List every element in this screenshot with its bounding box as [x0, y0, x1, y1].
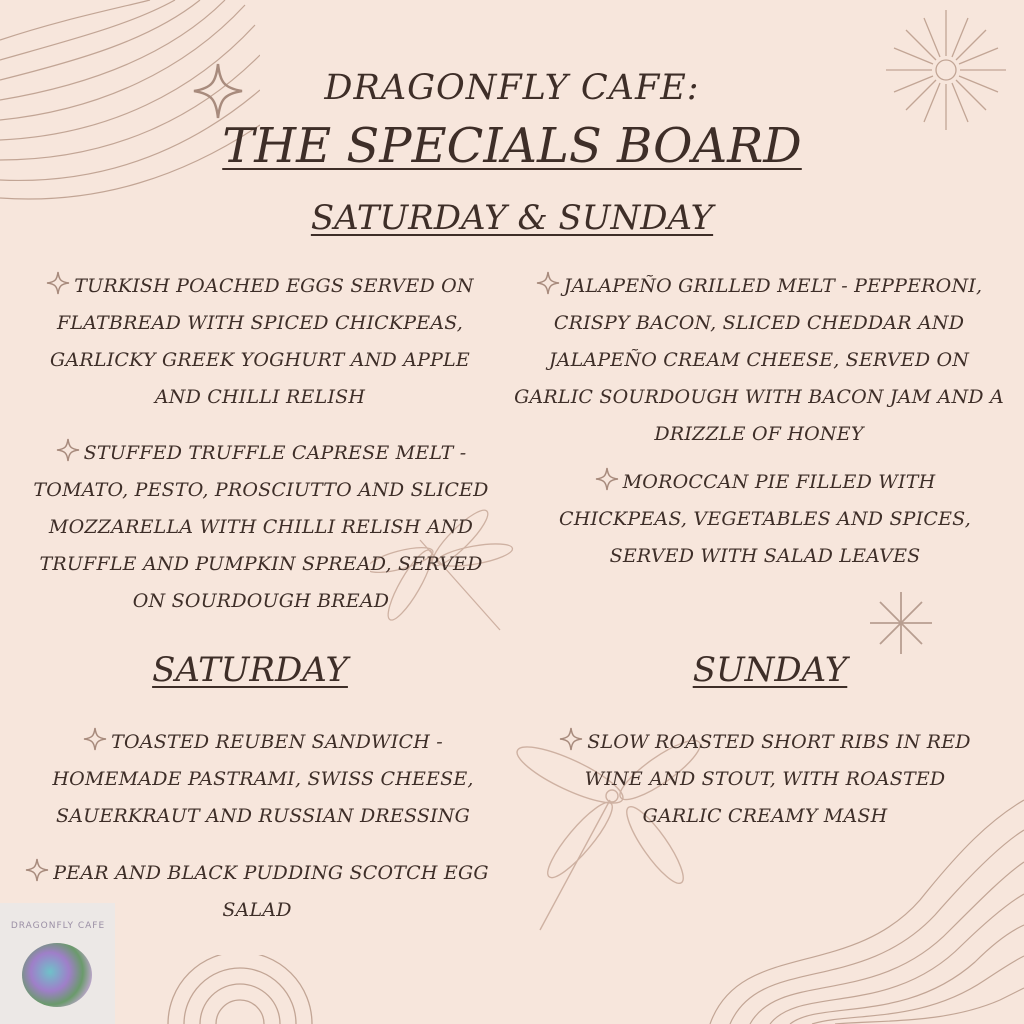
sparkle-bullet-icon — [83, 727, 107, 751]
sunday-heading-text: SUNDAY — [692, 650, 848, 690]
menu-item — [50, 724, 476, 835]
sunday-heading — [620, 650, 920, 690]
menu-item-text: SLOW ROASTED SHORT RIBS IN RED WINE AND STOUT, WITH ROASTED GARLIC CREAMY MASH — [584, 731, 971, 827]
menu-item-text: TOASTED REUBEN SANDWICH - HOMEMADE PASTRAMI, SWISS CHEESE, SAUERKRAUT AND RUSSIAN DRESSING — [52, 731, 474, 827]
menu-item — [22, 435, 500, 620]
sparkle-bullet-icon — [46, 271, 70, 295]
board-title — [0, 118, 1024, 174]
menu-item — [512, 268, 1006, 453]
menu-item-text: JALAPEÑO GRILLED MELT - PEPPERONI, CRISPY BACON, SLICED CHEDDAR AND JALAPEÑO CREAM CHEESE, SERVED ON GARLIC SOURDOUGH WITH BACON JAM AND A DRIZZLE OF HONEY — [514, 275, 1004, 445]
menu-item-text: MOROCCAN PIE FILLED WITH CHICKPEAS, VEGETABLES AND SPICES, SERVED WITH SALAD LEAVES — [559, 471, 971, 567]
logo-text: DRAGONFLY CAFE — [10, 921, 106, 931]
saturday-heading — [100, 650, 400, 690]
menu-item-text: TURKISH POACHED EGGS SERVED ON FLATBREAD WITH SPICED CHICKPEAS, GARLICKY GREEK YOGHURT AND APPLE AND CHILLI RELISH — [50, 275, 474, 408]
concentric-arcs — [160, 955, 320, 1024]
sparkle-bullet-icon — [559, 727, 583, 751]
sparkle-bullet-icon — [595, 467, 619, 491]
saturday-heading-text: SATURDAY — [152, 650, 348, 690]
board-title-text: THE SPECIALS BOARD — [222, 118, 802, 174]
cafe-logo — [0, 903, 115, 1024]
menu-item — [30, 268, 490, 416]
asterisk-icon — [868, 590, 934, 656]
weekend-heading-text: SATURDAY & SUNDAY — [310, 198, 714, 238]
menu-item-text: STUFFED TRUFFLE CAPRESE MELT - TOMATO, PESTO, PROSCIUTTO AND SLICED MOZZARELLA WITH CHILLI RELISH AND TRUFFLE AND PUMPKIN SPREAD, SERVED ON SOURDOUGH BREAD — [33, 442, 489, 612]
sparkle-bullet-icon — [25, 858, 49, 882]
menu-item-text: PEAR AND BLACK PUDDING SCOTCH EGG SALAD — [53, 862, 489, 921]
sparkle-bullet-icon — [56, 438, 80, 462]
menu-item — [545, 724, 985, 835]
sparkle-bullet-icon — [536, 271, 560, 295]
weekend-heading — [0, 198, 1024, 238]
logo-emblem — [22, 943, 92, 1007]
cafe-name: DRAGONFLY CAFE: — [324, 68, 700, 108]
menu-item — [555, 464, 975, 575]
